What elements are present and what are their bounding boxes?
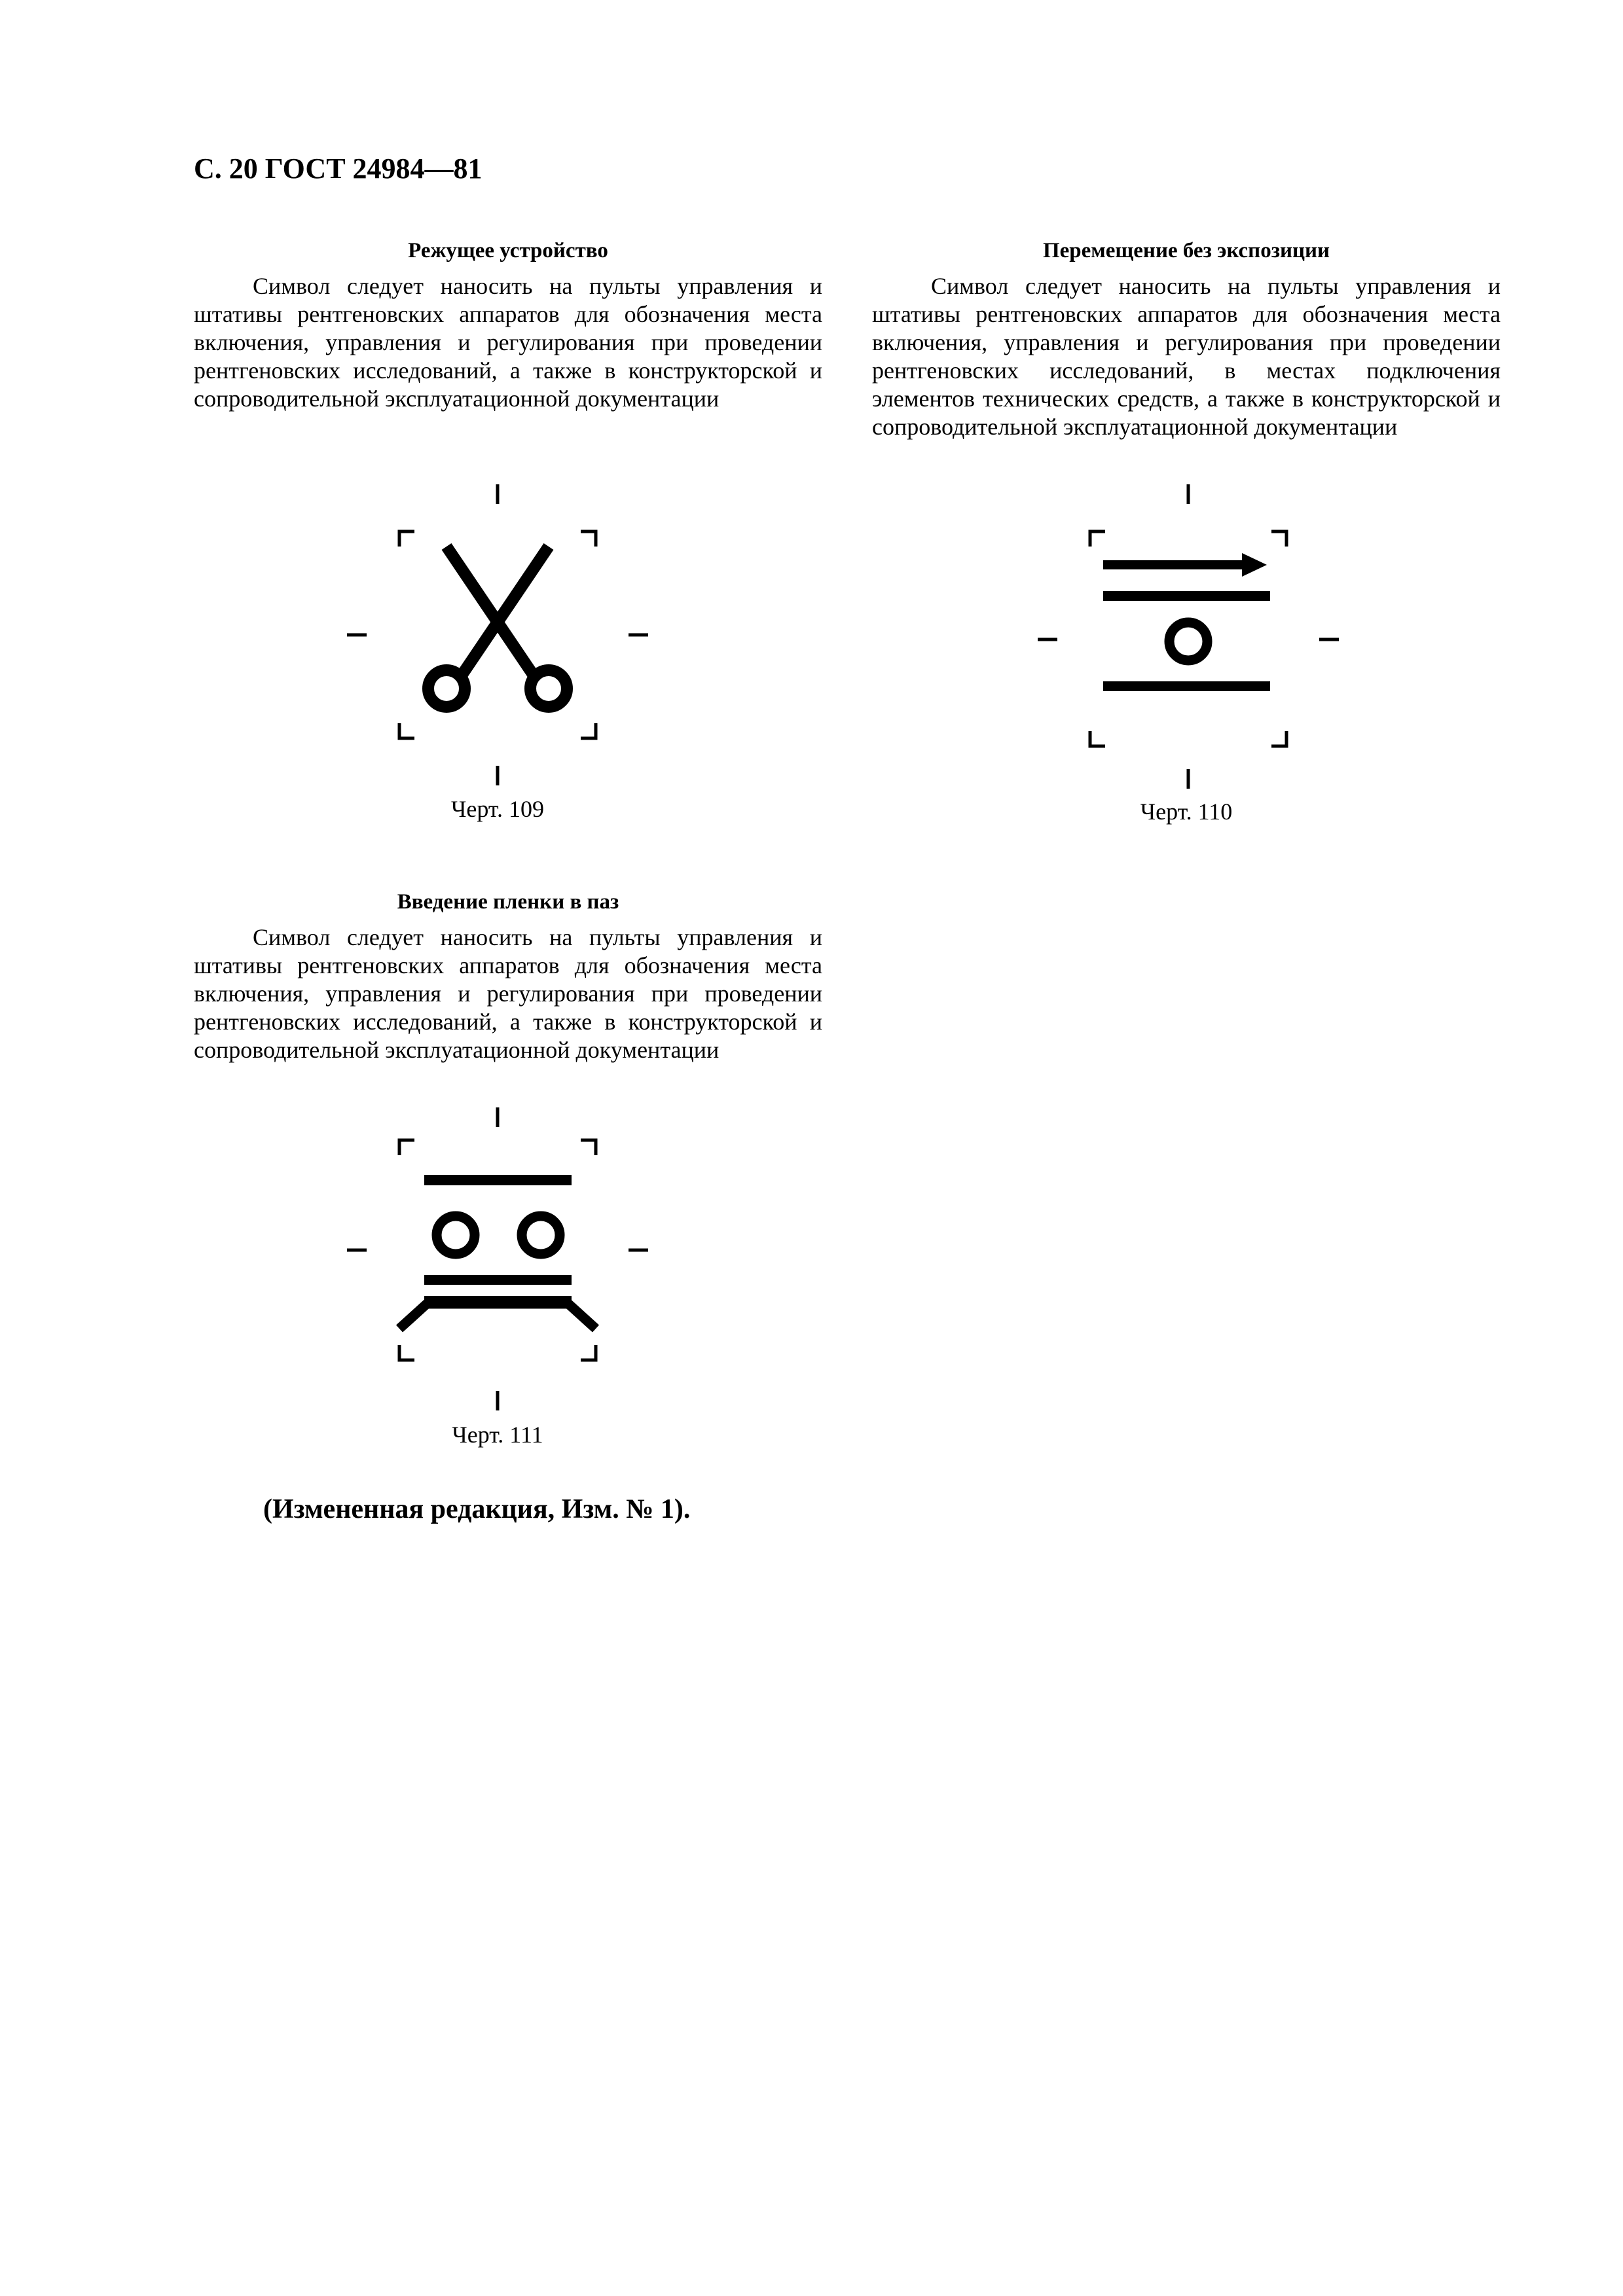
move-without-exposure-icon [1025, 475, 1352, 802]
section-cutting-device [194, 236, 822, 413]
figure-caption: Черт. 111 [452, 1422, 543, 1448]
revision-note: (Измененная редакция, Изм. № 1). [263, 1494, 691, 1524]
page-header: С. 20 ГОСТ 24984—81 [194, 152, 483, 185]
section-film-insertion [194, 887, 822, 1064]
section-body: Символ следует наносить на пульты управления и штативы рентгеновских аппаратов для обозначения места включения, управления и регулирования при проведении рентгеновских исследований, а также в конструкторской и сопроводительной эксплуатационной документации [194, 924, 822, 1063]
section-body: Символ следует наносить на пульты управления и штативы рентгеновских аппаратов для обозначения места включения, управления и регулирования при проведении рентгеновских исследований, а также в конструкторской и сопроводительной эксплуатационной документации [194, 273, 822, 412]
figure-caption: Черт. 109 [451, 796, 544, 822]
film-insertion-icon [334, 1100, 661, 1427]
figure-caption: Черт. 110 [1140, 798, 1233, 825]
scissors-icon [334, 471, 661, 798]
section-move-without-exposure [872, 236, 1501, 441]
figure-109 [334, 471, 661, 798]
section-title: Режущее устройство [408, 239, 608, 262]
figure-110 [1025, 475, 1352, 802]
section-title: Перемещение без экспозиции [1042, 239, 1330, 262]
section-title: Введение пленки в паз [397, 890, 619, 914]
section-body: Символ следует наносить на пульты управления и штативы рентгеновских аппаратов для обозначения места включения, управления и регулирования при проведении рентгеновских исследований, в местах подключения элементов технических средств, а также в конструкторской и сопроводительной эксплуатационной документации [872, 273, 1501, 440]
figure-111 [334, 1100, 661, 1427]
